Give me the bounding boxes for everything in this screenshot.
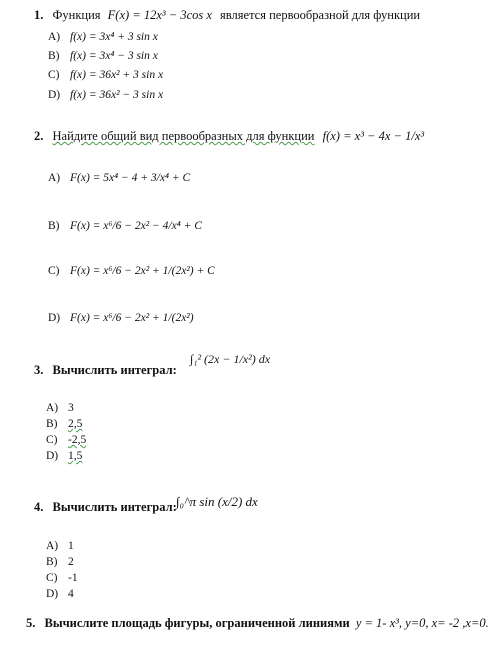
integral-expression: ∫₁² (2x − 1/x²) dx [190,352,271,366]
option-d[interactable] [46,450,82,462]
option-b[interactable] [48,220,202,232]
option-label: A) [46,540,59,552]
option-expression: F(x) = 5x⁴ − 4 + 3/x⁴ + C [70,172,191,184]
option-label: C) [46,434,58,446]
option-d[interactable] [48,89,163,101]
option-value: -2,5 [68,434,87,446]
option-expression: f(x) = 3x⁴ + 3 sin x [70,31,158,43]
option-value: -1 [68,572,78,584]
option-a[interactable] [48,31,158,43]
question-text: Вычислить интеграл: [52,363,177,377]
option-label: B) [46,556,58,568]
option-a[interactable] [46,540,74,552]
question-4-title [34,500,177,515]
question-number: 2. [34,129,44,143]
option-c[interactable] [46,572,78,584]
option-b[interactable] [46,418,82,430]
question-text: Вычислите площадь фигуры, ограниченной линиями [44,616,350,630]
option-label: B) [48,220,60,232]
question-2-title [34,129,424,144]
option-expression: f(x) = 3x⁴ − 3 sin x [70,50,158,62]
option-label: B) [48,50,60,62]
option-d[interactable] [46,588,74,600]
question-number: 1. [34,8,44,22]
question-1-title [34,8,420,23]
option-expression: F(x) = x⁶/6 − 2x² + 1/(2x²) [70,312,194,324]
option-value: 1 [68,540,74,552]
question-number: 4. [34,500,44,514]
option-b[interactable] [48,50,158,62]
option-label: D) [46,588,59,600]
option-value: 3 [68,402,74,414]
option-a[interactable] [46,402,74,414]
option-a[interactable] [48,172,190,184]
option-label: D) [46,450,59,462]
option-expression: F(x) = x⁶/6 − 2x² − 4/x⁴ + C [70,220,202,232]
question-number: 5. [26,616,36,630]
option-d[interactable] [48,312,194,324]
option-value: 1,5 [68,450,83,462]
option-label: C) [48,69,60,81]
integral-expression: ∫₀^π sin (x/2) dx [176,494,258,509]
option-value: 2 [68,556,74,568]
option-label: D) [48,89,61,101]
option-label: B) [46,418,58,430]
question-text: Найдите общий вид первообразных для функции [52,129,315,143]
question-text: является первообразной для функции [220,8,421,22]
option-expression: f(x) = 36x² − 3 sin x [70,89,164,101]
question-function: F(x) = 12x³ − 3cos x [107,8,212,22]
question-text: Вычислить интеграл: [52,500,177,514]
question-condition: y = 1- x³, y=0, x= -2 ,x=0. [355,616,489,630]
option-value: 4 [68,588,74,600]
question-number: 3. [34,363,44,377]
option-label: D) [48,312,61,324]
option-label: C) [48,265,60,277]
option-b[interactable] [46,556,74,568]
option-c[interactable] [46,434,86,446]
question-word: Функция [52,8,101,22]
question-5-title [26,616,489,631]
option-expression: f(x) = 36x² + 3 sin x [70,69,164,81]
question-3-title [34,363,177,378]
option-label: A) [48,172,61,184]
option-label: A) [46,402,59,414]
option-value: 2,5 [68,418,83,430]
option-label: C) [46,572,58,584]
option-c[interactable] [48,265,215,277]
option-c[interactable] [48,69,163,81]
question-function: f(x) = x³ − 4x − 1/x³ [322,129,425,143]
option-label: A) [48,31,61,43]
option-expression: F(x) = x⁶/6 − 2x² + 1/(2x²) + C [70,265,215,277]
